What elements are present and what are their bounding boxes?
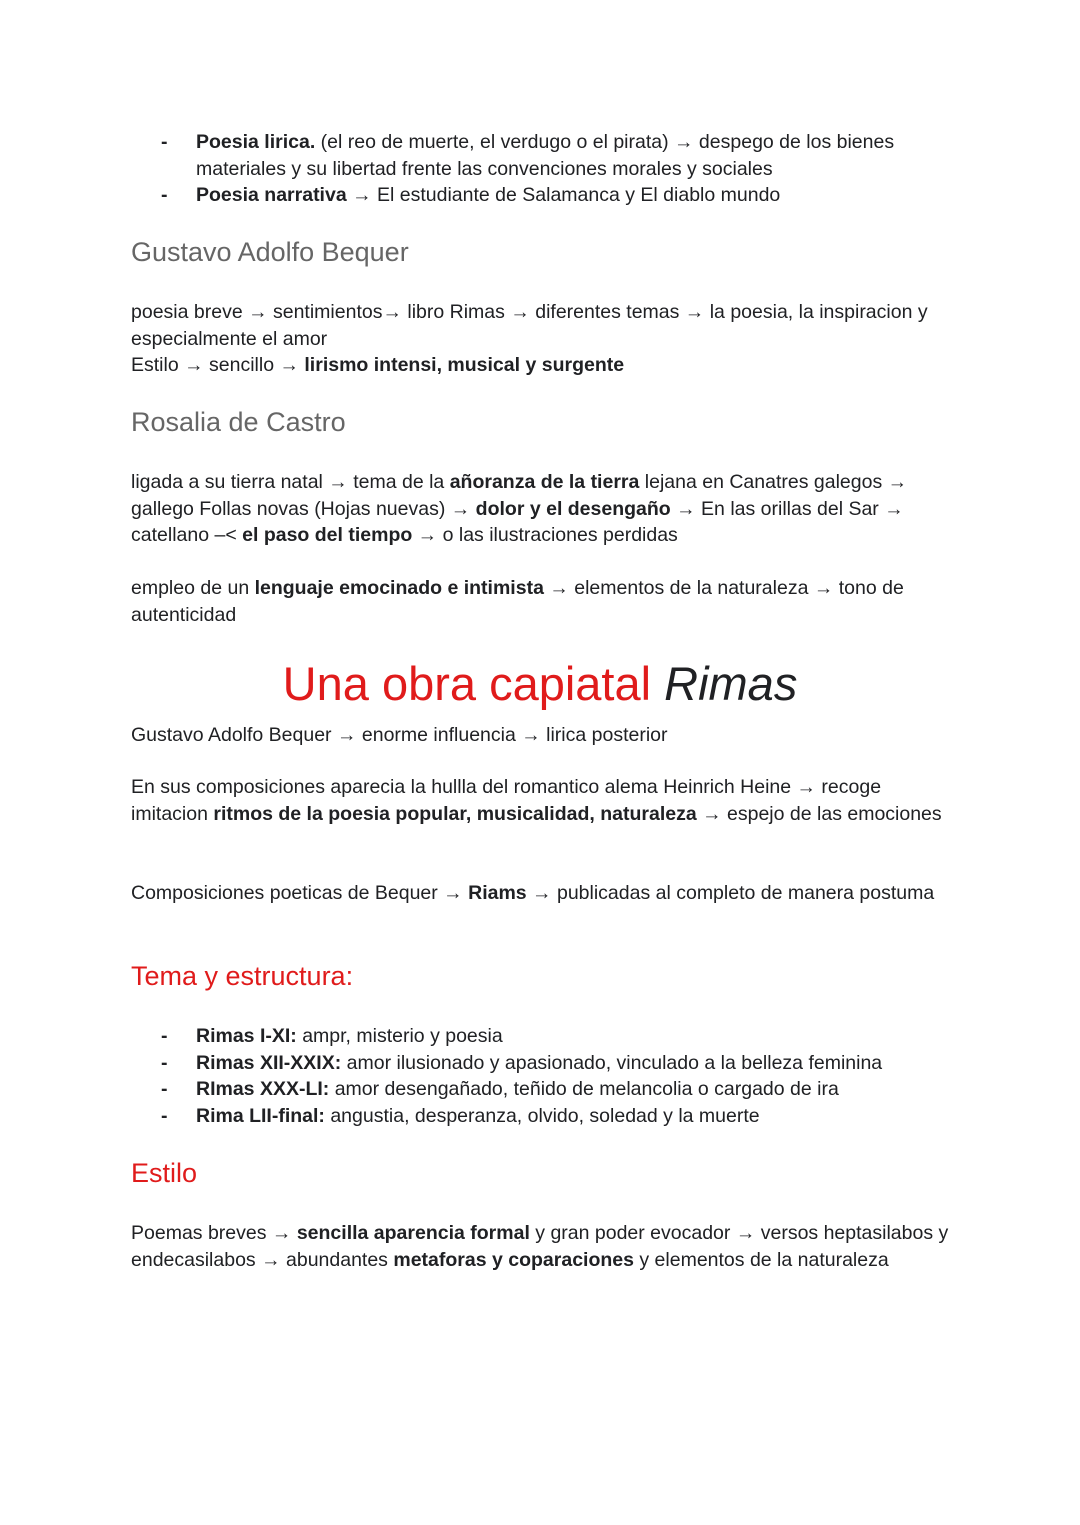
bequer-line2-bold: lirismo intensi, musical y surgente [304, 354, 625, 376]
list-item [131, 1023, 961, 1050]
list-item [131, 182, 961, 209]
section-title [0, 656, 1080, 712]
bold-run: metaforas y coparaciones [393, 1248, 634, 1271]
bold-run: Riams [468, 882, 527, 904]
heading-rosalia: Rosalia de Castro [131, 407, 346, 437]
text-run: → o las ilustraciones perdidas [412, 524, 678, 546]
text-run: y gran poder evocador → versos heptasilabos y endecasilabos → abundantes [131, 1222, 949, 1271]
bullet-text: amor desengañado, teñido de melancolia o cargado de ira [329, 1078, 839, 1100]
tema-bullet-list [131, 1023, 961, 1129]
bold-run: ritmos de la poesia popular, musicalidad, naturaleza [213, 802, 697, 825]
bullet-lead: Rima LII-final: [196, 1104, 325, 1127]
bullet-lead: Poesia narrativa [196, 184, 347, 206]
bequer-paragraph [131, 299, 961, 379]
list-item [131, 129, 961, 182]
list-item [131, 1076, 961, 1103]
bold-run: sencilla aparencia formal [296, 1222, 530, 1244]
bullet-lead: Rimas I-XI: [196, 1025, 297, 1047]
bold-run: lenguaje emocinado e intimista [254, 577, 544, 599]
text-run: empleo de un [131, 577, 255, 599]
bullet-text: (el reo de muerte, el verdugo o el pirata) → despego de los bienes materiales y su libertad frente las convenciones morales y sociales [196, 131, 895, 180]
bullet-text: angustia, desperanza, olvido, soledad y la muerte [324, 1104, 760, 1127]
text-run: → espejo de las emociones [696, 802, 942, 825]
bequer-line2-text: Estilo → sencillo → [131, 354, 305, 376]
heading-estilo: Estilo [131, 1158, 198, 1188]
text-run: ligada a su tierra natal → tema de la [131, 471, 450, 493]
bequer-line1: poesia breve → sentimientos→ libro Rimas → diferentes temas → la poesia, la inspiracion y especialmente el amor [131, 301, 928, 350]
rosalia-paragraph-2 [131, 575, 961, 628]
list-item [131, 1050, 961, 1077]
text-run: y elementos de la naturaleza [633, 1248, 889, 1271]
heading-tema: Tema y estructura: [131, 961, 354, 991]
bullet-text: → El estudiante de Salamanca y El diablo mundo [346, 184, 781, 206]
estilo-paragraph [131, 1220, 961, 1273]
obra-paragraph-2 [131, 774, 961, 827]
top-bullet-list [131, 129, 961, 209]
obra-paragraph-1: Gustavo Adolfo Bequer → enorme influencia → lirica posterior [131, 724, 668, 746]
bullet-lead: Poesia lirica. [196, 131, 316, 153]
text-run: → En las orillas del Sar → catellano –< [131, 497, 904, 546]
text-run: En sus composiciones aparecia la hullla del romantico alema Heinrich Heine → recoge imitacion [131, 776, 882, 825]
title-main: Una obra capiatal [282, 657, 652, 710]
title-italic: Rimas [664, 657, 798, 710]
text-run: Poemas breves → [131, 1222, 297, 1244]
bullet-lead: Rimas XII-XXIX: [196, 1051, 342, 1074]
obra-paragraph-3 [131, 880, 961, 907]
bullet-text: ampr, misterio y poesia [296, 1025, 503, 1047]
bullet-text: amor ilusionado y apasionado, vinculado a la belleza feminina [341, 1051, 883, 1074]
text-run: Composiciones poeticas de Bequer → [131, 882, 469, 904]
bullet-lead: RImas XXX-LI: [196, 1078, 330, 1100]
text-run: → publicadas al completo de manera postuma [526, 882, 935, 904]
bold-run: dolor y el desengaño [475, 497, 671, 520]
text-run: → elementos de la naturaleza → tono de autenticidad [131, 577, 904, 626]
rosalia-paragraph-1 [131, 469, 961, 549]
bold-run: añoranza de la tierra [449, 471, 640, 493]
list-item [131, 1103, 961, 1130]
text-run: lejana en Canatres galegos → gallego Follas novas (Hojas nuevas) → [131, 471, 908, 520]
heading-bequer: Gustavo Adolfo Bequer [131, 237, 409, 267]
bold-run: el paso del tiempo [242, 524, 413, 546]
